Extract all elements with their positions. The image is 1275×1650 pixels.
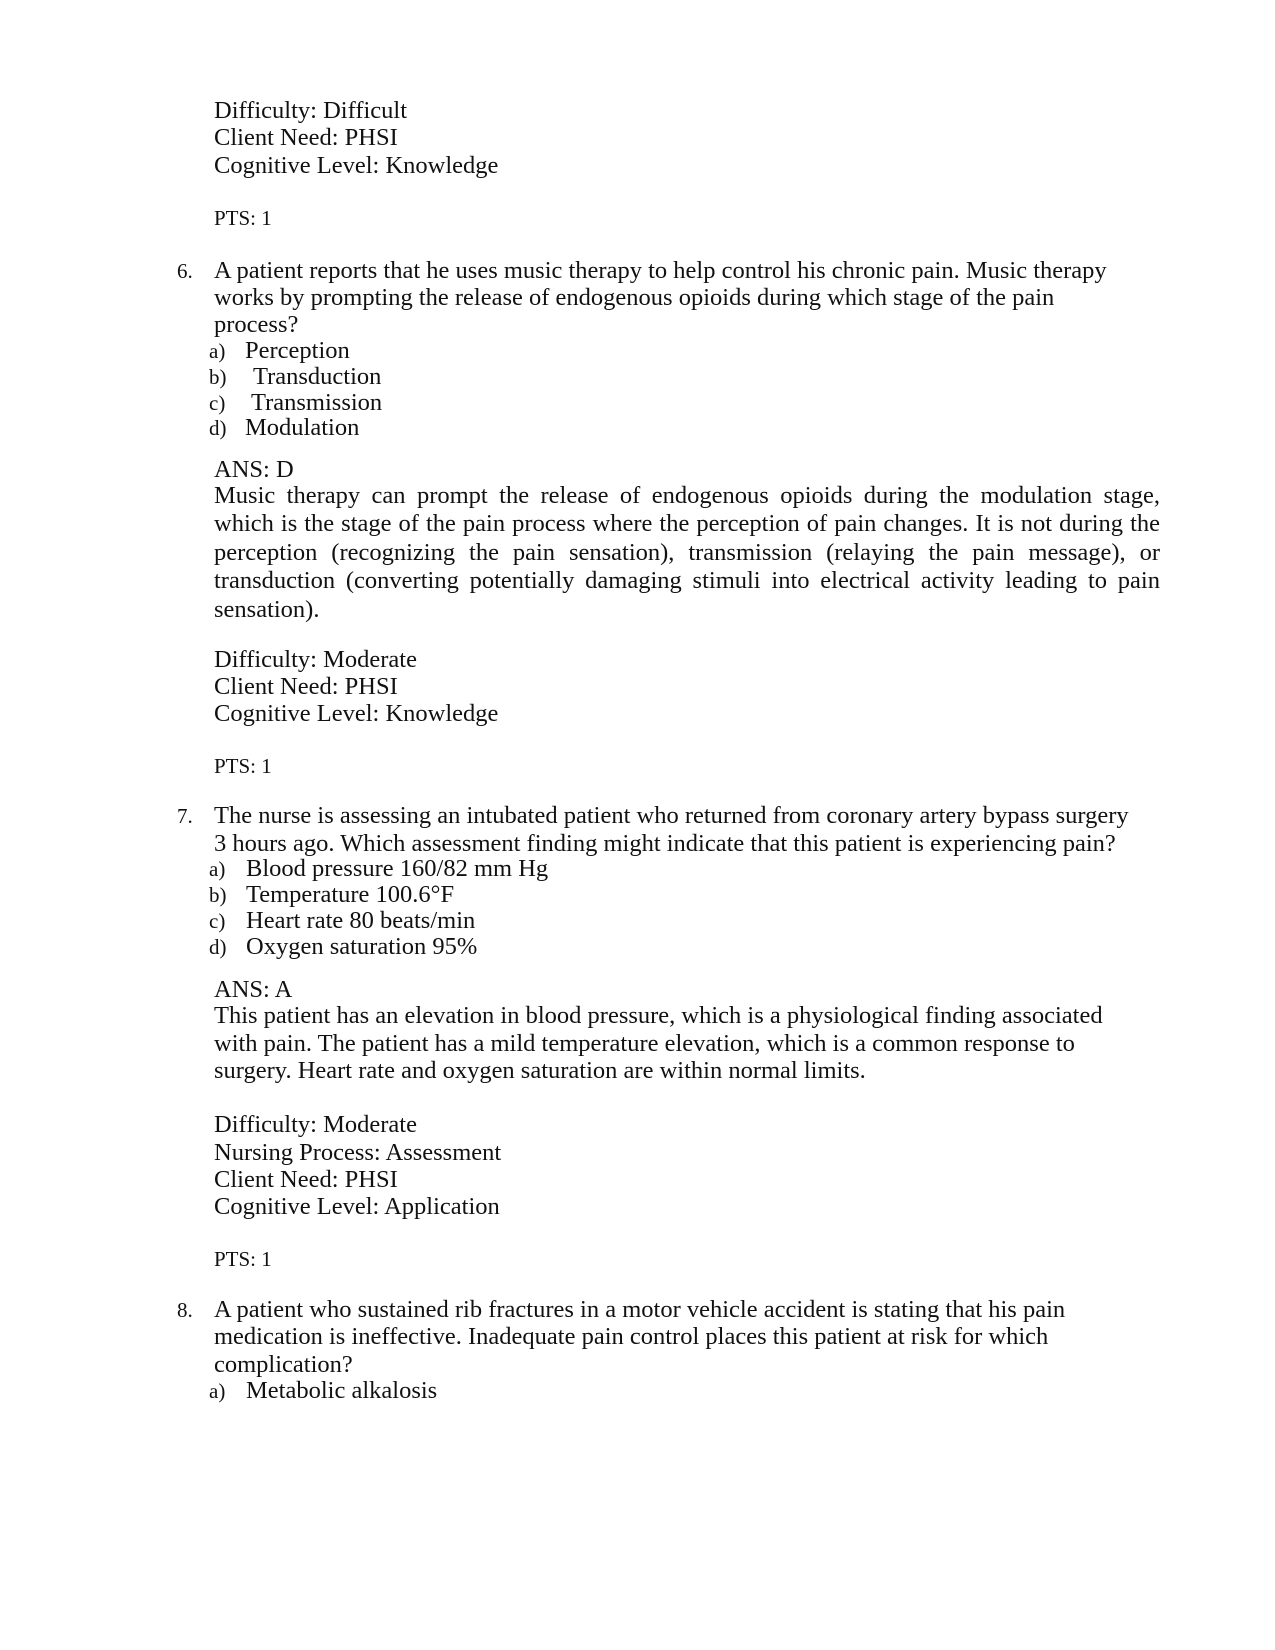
question-number: 6.	[177, 259, 193, 283]
difficulty: Difficulty: Moderate	[214, 646, 417, 673]
question-stem-line: process?	[214, 311, 299, 338]
option-letter: a)	[209, 1379, 226, 1403]
client-need: Client Need: PHSI	[214, 673, 398, 700]
option-text: Transduction	[253, 363, 382, 390]
option-letter: b)	[209, 365, 227, 389]
points: PTS: 1	[214, 754, 272, 778]
option-letter: c)	[209, 909, 226, 933]
option-letter: c)	[209, 391, 226, 415]
prev-points: PTS: 1	[214, 206, 272, 230]
rationale-line: surgery. Heart rate and oxygen saturation are within normal limits.	[214, 1057, 866, 1084]
prev-difficulty: Difficulty: Difficult	[214, 97, 408, 124]
option-letter: d)	[209, 935, 227, 959]
answer-key: ANS: D	[214, 456, 294, 483]
question-number: 7.	[177, 804, 193, 828]
option-text: Heart rate 80 beats/min	[246, 907, 476, 934]
option-text: Temperature 100.6°F	[246, 881, 455, 908]
option-text: Perception	[245, 337, 350, 364]
question-stem-line: The nurse is assessing an intubated patient who returned from coronary artery bypass surgery	[214, 802, 1129, 829]
difficulty: Difficulty: Moderate	[214, 1111, 417, 1138]
question-stem-line: 3 hours ago. Which assessment finding might indicate that this patient is experiencing pain?	[214, 830, 1116, 857]
prev-client-need: Client Need: PHSI	[214, 124, 398, 151]
option-letter: b)	[209, 883, 227, 907]
option-text: Transmission	[251, 389, 383, 416]
question-stem-line: works by prompting the release of endogenous opioids during which stage of the pain	[214, 284, 1055, 311]
question-number: 8.	[177, 1298, 193, 1322]
question-stem-line: medication is ineffective. Inadequate pain control places this patient at risk for which	[214, 1323, 1049, 1350]
points: PTS: 1	[214, 1247, 272, 1271]
answer-rationale: Music therapy can prompt the release of endogenous opioids during the modulation stage, which is the stage of the pain process where the perception of pain changes. It is not during the perception (recognizing the pain sensation), transmission (relaying the pain message), or transduction (converting potentially damaging stimuli into electrical activity leading to pain sensation).	[214, 482, 1160, 623]
answer-key: ANS: A	[214, 976, 293, 1003]
option-text: Oxygen saturation 95%	[246, 933, 478, 960]
option-letter: a)	[209, 339, 226, 363]
question-stem-line: A patient reports that he uses music therapy to help control his chronic pain. Music therapy	[214, 257, 1107, 284]
option-text: Modulation	[245, 414, 360, 441]
question-stem-line: complication?	[214, 1351, 353, 1378]
cognitive-level: Cognitive Level: Application	[214, 1193, 500, 1220]
cognitive-level: Cognitive Level: Knowledge	[214, 700, 499, 727]
question-stem-line: A patient who sustained rib fractures in a motor vehicle accident is stating that his pain	[214, 1296, 1066, 1323]
option-text: Blood pressure 160/82 mm Hg	[246, 855, 549, 882]
rationale-line: This patient has an elevation in blood pressure, which is a physiological finding associated	[214, 1002, 1103, 1029]
option-text: Metabolic alkalosis	[246, 1377, 438, 1404]
option-letter: a)	[209, 857, 226, 881]
nursing-process: Nursing Process: Assessment	[214, 1139, 502, 1166]
prev-cognitive-level: Cognitive Level: Knowledge	[214, 152, 499, 179]
option-letter: d)	[209, 416, 227, 440]
client-need: Client Need: PHSI	[214, 1166, 398, 1193]
rationale-line: with pain. The patient has a mild temperature elevation, which is a common response to	[214, 1030, 1075, 1057]
